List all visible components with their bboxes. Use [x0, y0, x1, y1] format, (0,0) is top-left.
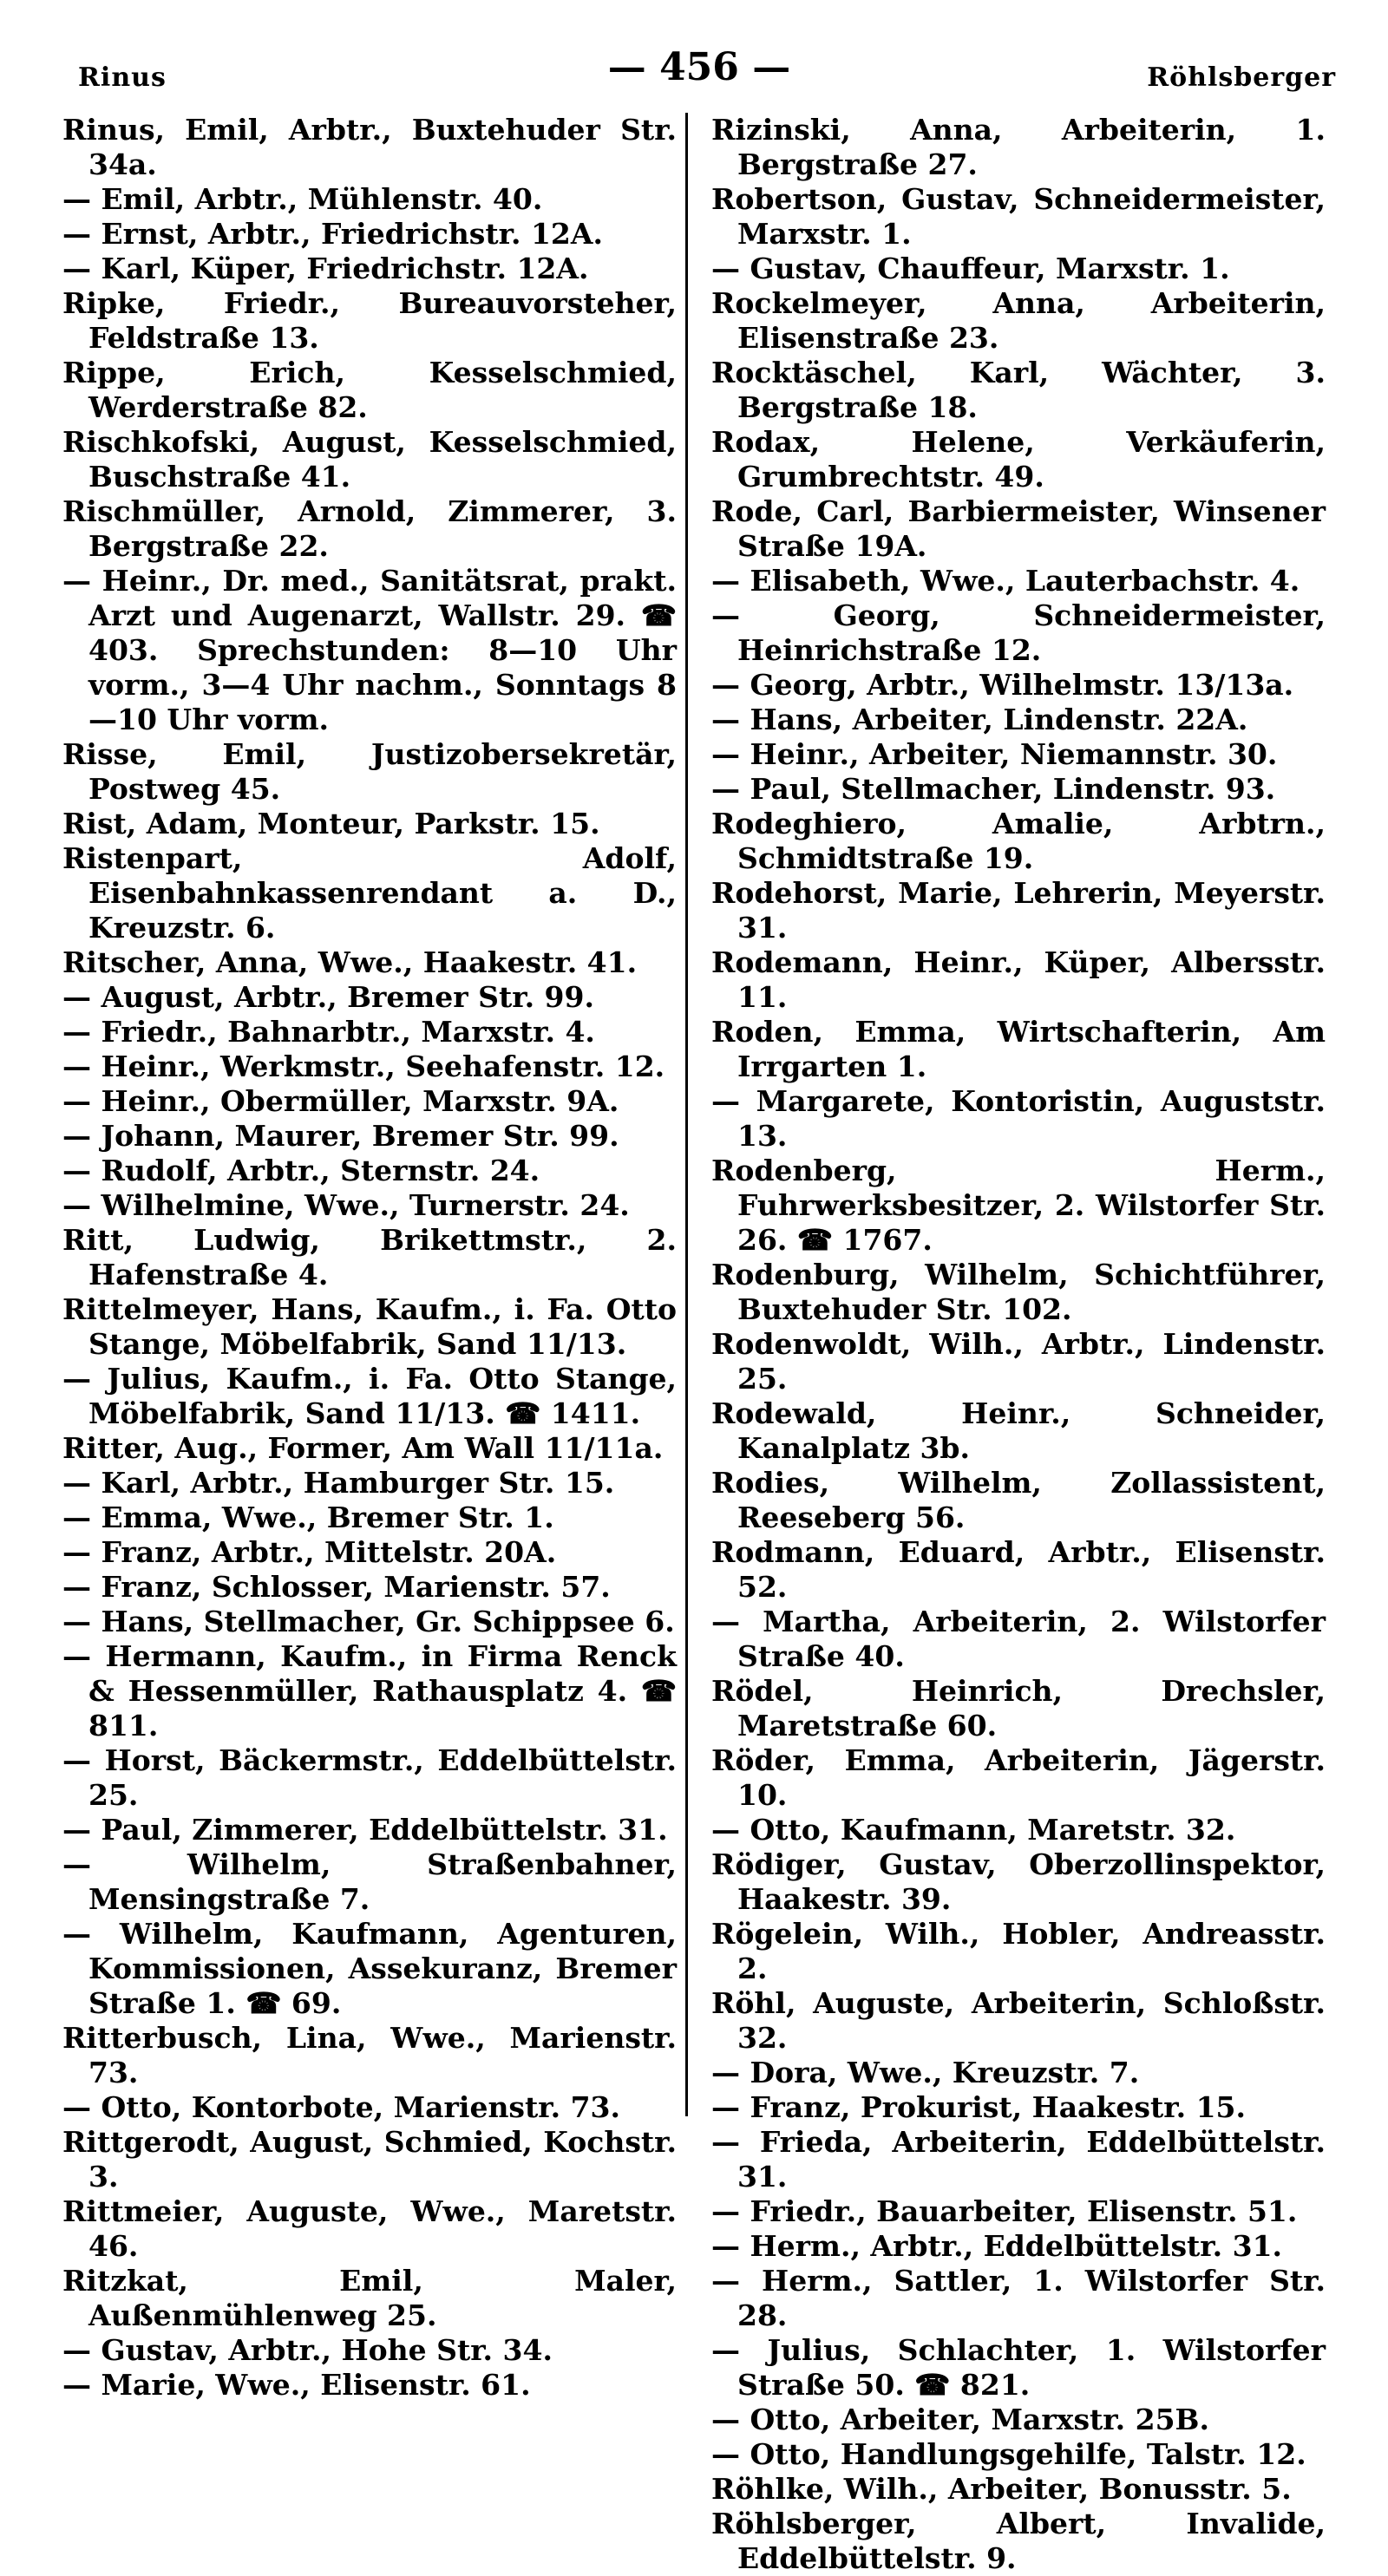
directory-entry: Rodax, Helene, Verkäuferin, Grumbrechtstr. 49.	[711, 425, 1326, 494]
directory-entry: — Julius, Kaufm., i. Fa. Otto Stange, Möbelfabrik, Sand 11/13. ☎ 1411.	[62, 1362, 677, 1430]
directory-entry: — Martha, Arbeiterin, 2. Wilstorfer Straße 40.	[711, 1605, 1326, 1673]
directory-entry: — Wilhelm, Kaufmann, Agenturen, Kommissionen, Assekuranz, Bremer Straße 1. ☎ 69.	[62, 1917, 677, 2020]
directory-entry: — Heinr., Arbeiter, Niemannstr. 30.	[711, 737, 1278, 771]
directory-entry: — Gustav, Arbtr., Hohe Str. 34.	[62, 2333, 553, 2367]
directory-entry: — Franz, Schlosser, Marienstr. 57.	[62, 1570, 611, 1604]
directory-entry: — Georg, Arbtr., Wilhelmstr. 13/13a.	[711, 668, 1294, 702]
directory-entry: Rode, Carl, Barbiermeister, Winsener Straße 19A.	[711, 494, 1326, 563]
directory-entry: Rödel, Heinrich, Drechsler, Maretstraße 60.	[711, 1674, 1326, 1742]
directory-entry: — Franz, Arbtr., Mittelstr. 20A.	[62, 1535, 557, 1569]
directory-entry: Röhlke, Wilh., Arbeiter, Bonusstr. 5.	[711, 2472, 1292, 2506]
directory-entry: Roden, Emma, Wirtschafterin, Am Irrgarten 1.	[711, 1015, 1326, 1083]
directory-entry: Rodenberg, Herm., Fuhrwerksbesitzer, 2. Wilstorfer Str. 26. ☎ 1767.	[711, 1154, 1326, 1257]
directory-entry: — Otto, Handlungsgehilfe, Talstr. 12.	[711, 2437, 1306, 2471]
directory-entry: Rippe, Erich, Kesselschmied, Werderstraße 82.	[62, 356, 677, 424]
columns	[62, 113, 1336, 2576]
directory-entry: Robertson, Gustav, Schneidermeister, Marxstr. 1.	[711, 182, 1326, 251]
directory-entry: Risse, Emil, Justizobersekretär, Postweg 45.	[62, 737, 677, 806]
directory-entry: Ritter, Aug., Former, Am Wall 11/11a.	[62, 1431, 664, 1465]
directory-entry: — Emil, Arbtr., Mühlenstr. 40.	[62, 182, 543, 216]
directory-entry: — Georg, Schneidermeister, Heinrichstraße 12.	[711, 598, 1326, 667]
directory-entry: Rinus, Emil, Arbtr., Buxtehuder Str. 34a.	[62, 113, 677, 181]
page-number: — 456 —	[607, 45, 791, 89]
directory-entry: Ritterbusch, Lina, Wwe., Marienstr. 73.	[62, 2021, 677, 2089]
directory-entry: Ristenpart, Adolf, Eisenbahnkassenrendant a. D., Kreuzstr. 6.	[62, 841, 677, 945]
directory-entry: Ritt, Ludwig, Brikettmstr., 2. Hafenstraße 4.	[62, 1223, 677, 1291]
directory-entry: Rodenwoldt, Wilh., Arbtr., Lindenstr. 25.	[711, 1327, 1326, 1396]
directory-entry: — Emma, Wwe., Bremer Str. 1.	[62, 1500, 554, 1534]
directory-entry: — Friedr., Bahnarbtr., Marxstr. 4.	[62, 1015, 595, 1049]
directory-entry: — Herm., Arbtr., Eddelbüttelstr. 31.	[711, 2229, 1283, 2263]
directory-entry: — Frieda, Arbeiterin, Eddelbüttelstr. 31.	[711, 2125, 1326, 2194]
left-column	[62, 113, 677, 2576]
directory-entry: — Karl, Küper, Friedrichstr. 12A.	[62, 252, 589, 285]
directory-entry: — Paul, Zimmerer, Eddelbüttelstr. 31.	[62, 1813, 668, 1847]
directory-entry: — Ernst, Arbtr., Friedrichstr. 12A.	[62, 217, 603, 251]
directory-entry: — Horst, Bäckermstr., Eddelbüttelstr. 25.	[62, 1743, 677, 1812]
page-header	[62, 43, 1336, 113]
directory-entry: Rodeghiero, Amalie, Arbtrn., Schmidtstraße 19.	[711, 807, 1326, 875]
directory-entry: Rodmann, Eduard, Arbtr., Elisenstr. 52.	[711, 1535, 1326, 1604]
directory-entry: — Hermann, Kaufm., in Firma Renck & Hessenmüller, Rathausplatz 4. ☎ 811.	[62, 1639, 677, 1742]
header-right-keyword: Röhlsberger	[1147, 62, 1336, 93]
directory-entry: Rödiger, Gustav, Oberzollinspektor, Haakestr. 39.	[711, 1847, 1326, 1916]
right-column	[711, 113, 1326, 2576]
directory-entry: Rodewald, Heinr., Schneider, Kanalplatz 3b.	[711, 1396, 1326, 1465]
directory-entry: Rittmeier, Auguste, Wwe., Maretstr. 46.	[62, 2194, 677, 2263]
directory-entry: Rodies, Wilhelm, Zollassistent, Reeseberg 56.	[711, 1466, 1326, 1534]
directory-entry: — Rudolf, Arbtr., Sternstr. 24.	[62, 1154, 540, 1187]
directory-entry: Rodenburg, Wilhelm, Schichtführer, Buxtehuder Str. 102.	[711, 1258, 1326, 1326]
directory-entry: — Karl, Arbtr., Hamburger Str. 15.	[62, 1466, 615, 1500]
directory-entry: — Heinr., Werkmstr., Seehafenstr. 12.	[62, 1049, 665, 1083]
directory-entry: Rocktäschel, Karl, Wächter, 3. Bergstraße 18.	[711, 356, 1326, 424]
directory-entry: Rögelein, Wilh., Hobler, Andreasstr. 2.	[711, 1917, 1326, 1985]
directory-entry: — Heinr., Dr. med., Sanitätsrat, prakt. Arzt und Augenarzt, Wallstr. 29. ☎ 403. Sprechstunden: 8—10 Uhr vorm., 3—4 Uhr nachm., Sonntags 8—10 Uhr vorm.	[62, 564, 677, 736]
directory-entry: — Heinr., Obermüller, Marxstr. 9A.	[62, 1084, 619, 1118]
directory-entry: Rist, Adam, Monteur, Parkstr. 15.	[62, 807, 600, 840]
directory-entry: Rittgerodt, August, Schmied, Kochstr. 3.	[62, 2125, 677, 2194]
directory-entry: Rockelmeyer, Anna, Arbeiterin, Elisenstraße 23.	[711, 286, 1326, 355]
directory-entry: Rittelmeyer, Hans, Kaufm., i. Fa. Otto Stange, Möbelfabrik, Sand 11/13.	[62, 1292, 677, 1361]
directory-entry: — Otto, Kaufmann, Maretstr. 32.	[711, 1813, 1236, 1847]
directory-entry: Rischkofski, August, Kesselschmied, Buschstraße 41.	[62, 425, 677, 494]
directory-entry: Ripke, Friedr., Bureauvorsteher, Feldstraße 13.	[62, 286, 677, 355]
directory-entry: — Wilhelmine, Wwe., Turnerstr. 24.	[62, 1188, 630, 1222]
directory-entry: — Elisabeth, Wwe., Lauterbachstr. 4.	[711, 564, 1300, 598]
directory-entry: Ritscher, Anna, Wwe., Haakestr. 41.	[62, 945, 638, 979]
directory-entry: — Wilhelm, Straßenbahner, Mensingstraße 7.	[62, 1847, 677, 1916]
directory-entry: Röder, Emma, Arbeiterin, Jägerstr. 10.	[711, 1743, 1326, 1812]
directory-entry: — Dora, Wwe., Kreuzstr. 7.	[711, 2056, 1140, 2089]
directory-entry: — Franz, Prokurist, Haakestr. 15.	[711, 2090, 1246, 2124]
directory-entry: — Marie, Wwe., Elisenstr. 61.	[62, 2368, 531, 2402]
directory-entry: Ritzkat, Emil, Maler, Außenmühlenweg 25.	[62, 2264, 677, 2332]
directory-entry: Röhl, Auguste, Arbeiterin, Schloßstr. 32.	[711, 1986, 1326, 2055]
directory-entry: — Hans, Arbeiter, Lindenstr. 22A.	[711, 703, 1248, 736]
directory-entry: Rizinski, Anna, Arbeiterin, 1. Bergstraße 27.	[711, 113, 1326, 181]
directory-entry: Rodehorst, Marie, Lehrerin, Meyerstr. 31.	[711, 876, 1326, 945]
directory-entry: — Otto, Kontorbote, Marienstr. 73.	[62, 2090, 621, 2124]
directory-entry: — Johann, Maurer, Bremer Str. 99.	[62, 1119, 619, 1153]
directory-entry: — Paul, Stellmacher, Lindenstr. 93.	[711, 772, 1276, 806]
directory-entry: Röhlsberger, Albert, Invalide, Eddelbüttelstr. 9.	[711, 2507, 1326, 2575]
directory-entry: Rodemann, Heinr., Küper, Albersstr. 11.	[711, 945, 1326, 1014]
column-divider	[685, 113, 688, 2116]
directory-entry: — Herm., Sattler, 1. Wilstorfer Str. 28.	[711, 2264, 1326, 2332]
directory-entry: — Julius, Schlachter, 1. Wilstorfer Straße 50. ☎ 821.	[711, 2333, 1326, 2402]
directory-entry: — Gustav, Chauffeur, Marxstr. 1.	[711, 252, 1230, 285]
directory-entry: — August, Arbtr., Bremer Str. 99.	[62, 980, 594, 1014]
directory-entry: — Margarete, Kontoristin, Auguststr. 13.	[711, 1084, 1326, 1153]
directory-entry: Rischmüller, Arnold, Zimmerer, 3. Bergstraße 22.	[62, 494, 677, 563]
header-left-keyword: Rinus	[78, 62, 167, 93]
directory-entry: — Friedr., Bauarbeiter, Elisenstr. 51.	[711, 2194, 1298, 2228]
directory-entry: — Otto, Arbeiter, Marxstr. 25B.	[711, 2403, 1209, 2436]
directory-entry: — Hans, Stellmacher, Gr. Schippsee 6.	[62, 1605, 675, 1638]
